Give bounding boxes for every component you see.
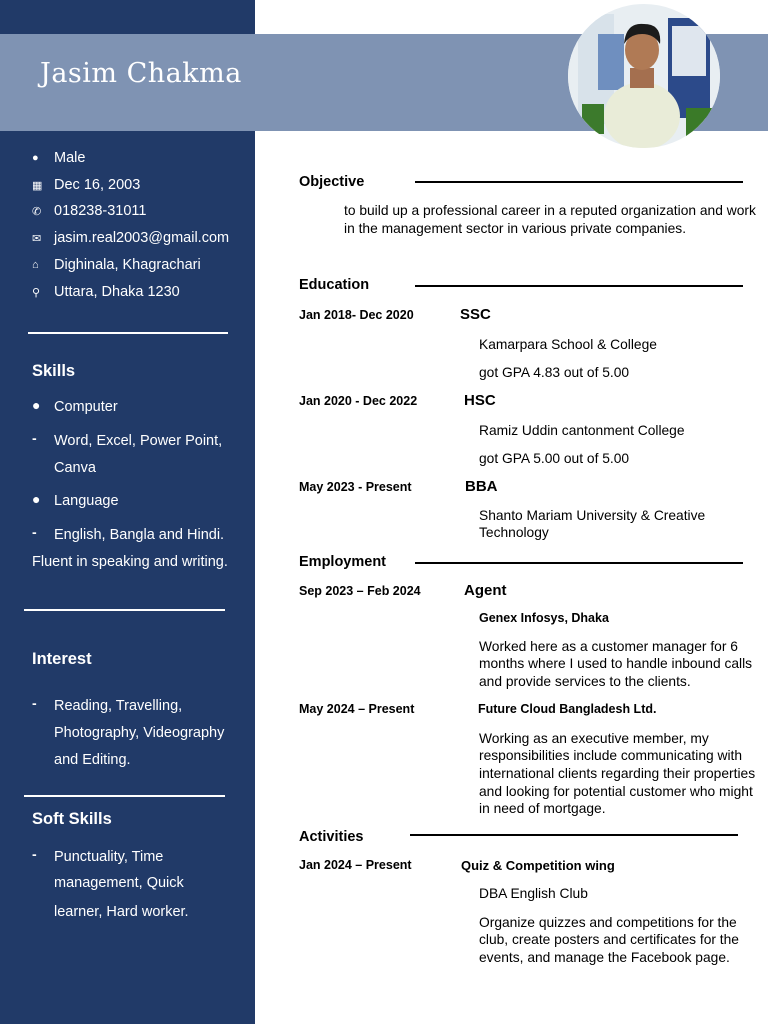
- skill-detail: Word, Excel, Power Point,: [54, 433, 223, 449]
- contact-location: ⚲ Uttara, Dhaka 1230: [32, 284, 180, 300]
- bullet-dash: -: [32, 695, 37, 711]
- section-rule: [415, 285, 743, 287]
- bullet-dot: ●: [32, 491, 41, 507]
- contact-home: ⌂ Dighinala, Khagrachari: [32, 257, 201, 273]
- person-icon: ●: [32, 152, 39, 164]
- objective-heading: Objective: [299, 174, 365, 190]
- employment-desc: in need of mortgage.: [479, 801, 606, 816]
- objective-text: in the management sector in various private companies.: [344, 221, 687, 236]
- soft-skills-text: learner, Hard worker.: [54, 904, 189, 920]
- employment-desc: international clients regarding their properties: [479, 766, 756, 781]
- contact-gender: ● Male: [32, 150, 86, 166]
- education-institution: Ramiz Uddin cantonment College: [479, 423, 685, 438]
- phone-icon: ✆: [32, 205, 42, 218]
- education-degree: SSC: [460, 306, 491, 323]
- education-dates: May 2023 - Present: [299, 480, 412, 494]
- section-rule: [410, 834, 738, 836]
- education-dates: Jan 2020 - Dec 2022: [299, 394, 418, 408]
- employment-role: Agent: [464, 582, 507, 599]
- interest-heading: Interest: [32, 650, 92, 668]
- objective-text: to build up a professional career in a reputed organization and work: [344, 203, 756, 218]
- employment-desc: Working as an executive member, my: [479, 731, 709, 746]
- soft-skills-text: management, Quick: [54, 875, 184, 891]
- skill-item: Computer: [54, 399, 118, 415]
- section-rule: [415, 562, 743, 564]
- education-heading: Education: [299, 277, 370, 293]
- interest-text: Reading, Travelling,: [54, 698, 183, 714]
- sidebar-divider: [24, 609, 225, 611]
- employment-desc: months where I used to handle inbound calls: [479, 656, 753, 671]
- profile-photo: [568, 4, 720, 148]
- employment-desc: responsibilities include communicating with: [479, 748, 743, 763]
- home-icon: ⌂: [32, 259, 39, 271]
- activity-desc: Organize quizzes and competitions for the: [479, 915, 737, 930]
- skill-detail: English, Bangla and Hindi.: [54, 527, 225, 543]
- employment-dates: Sep 2023 – Feb 2024: [299, 584, 421, 598]
- education-degree: BBA: [465, 478, 498, 495]
- activity-club: DBA English Club: [479, 886, 588, 901]
- employment-heading: Employment: [299, 554, 387, 570]
- contact-phone: ✆ 018238-31011: [32, 203, 147, 219]
- bullet-dash: -: [32, 846, 37, 862]
- employment-desc: and provide services to the clients.: [479, 674, 691, 689]
- skill-detail: Canva: [54, 460, 96, 476]
- bullet-dash: -: [32, 524, 37, 540]
- soft-skills-text: Punctuality, Time: [54, 849, 164, 865]
- education-institution: Technology: [479, 525, 549, 540]
- sidebar-divider: [24, 795, 225, 797]
- employment-dates: May 2024 – Present: [299, 702, 415, 716]
- employment-desc: Worked here as a customer manager for 6: [479, 639, 738, 654]
- interest-text: and Editing.: [54, 752, 131, 768]
- activity-desc: club, create posters and certificates for the: [479, 932, 739, 947]
- education-result: got GPA 4.83 out of 5.00: [479, 365, 630, 380]
- sidebar-divider: [28, 332, 228, 334]
- bullet-dash: -: [32, 430, 37, 446]
- activity-title: Quiz & Competition wing: [461, 858, 615, 873]
- section-rule: [415, 181, 743, 183]
- employment-desc: and looking for potential customer who might: [479, 784, 753, 799]
- education-degree: HSC: [464, 392, 496, 409]
- contact-email: ✉ jasim.real2003@gmail.com: [32, 230, 230, 246]
- activity-dates: Jan 2024 – Present: [299, 858, 412, 872]
- education-dates: Jan 2018- Dec 2020: [299, 308, 414, 322]
- employment-company: Genex Infosys, Dhaka: [479, 611, 609, 625]
- employment-company: Future Cloud Bangladesh Ltd.: [478, 702, 657, 716]
- education-institution: Shanto Mariam University & Creative: [479, 508, 706, 523]
- contact-dob: ▦ Dec 16, 2003: [32, 177, 141, 193]
- mail-icon: ✉: [32, 232, 42, 245]
- skill-item: Language: [54, 493, 119, 509]
- pin-icon: ⚲: [32, 286, 41, 299]
- calendar-icon: ▦: [32, 179, 43, 192]
- activities-heading: Activities: [299, 829, 364, 845]
- interest-text: Photography, Videography: [54, 725, 225, 741]
- soft-skills-heading: Soft Skills: [32, 810, 112, 828]
- candidate-name: Jasim Chakma: [40, 58, 242, 89]
- education-result: got GPA 5.00 out of 5.00: [479, 451, 630, 466]
- activity-desc: events, and manage the Facebook page.: [479, 950, 730, 965]
- bullet-dot: ●: [32, 397, 41, 413]
- skill-detail: Fluent in speaking and writing.: [32, 554, 228, 570]
- skills-heading: Skills: [32, 362, 76, 380]
- education-institution: Kamarpara School & College: [479, 337, 657, 352]
